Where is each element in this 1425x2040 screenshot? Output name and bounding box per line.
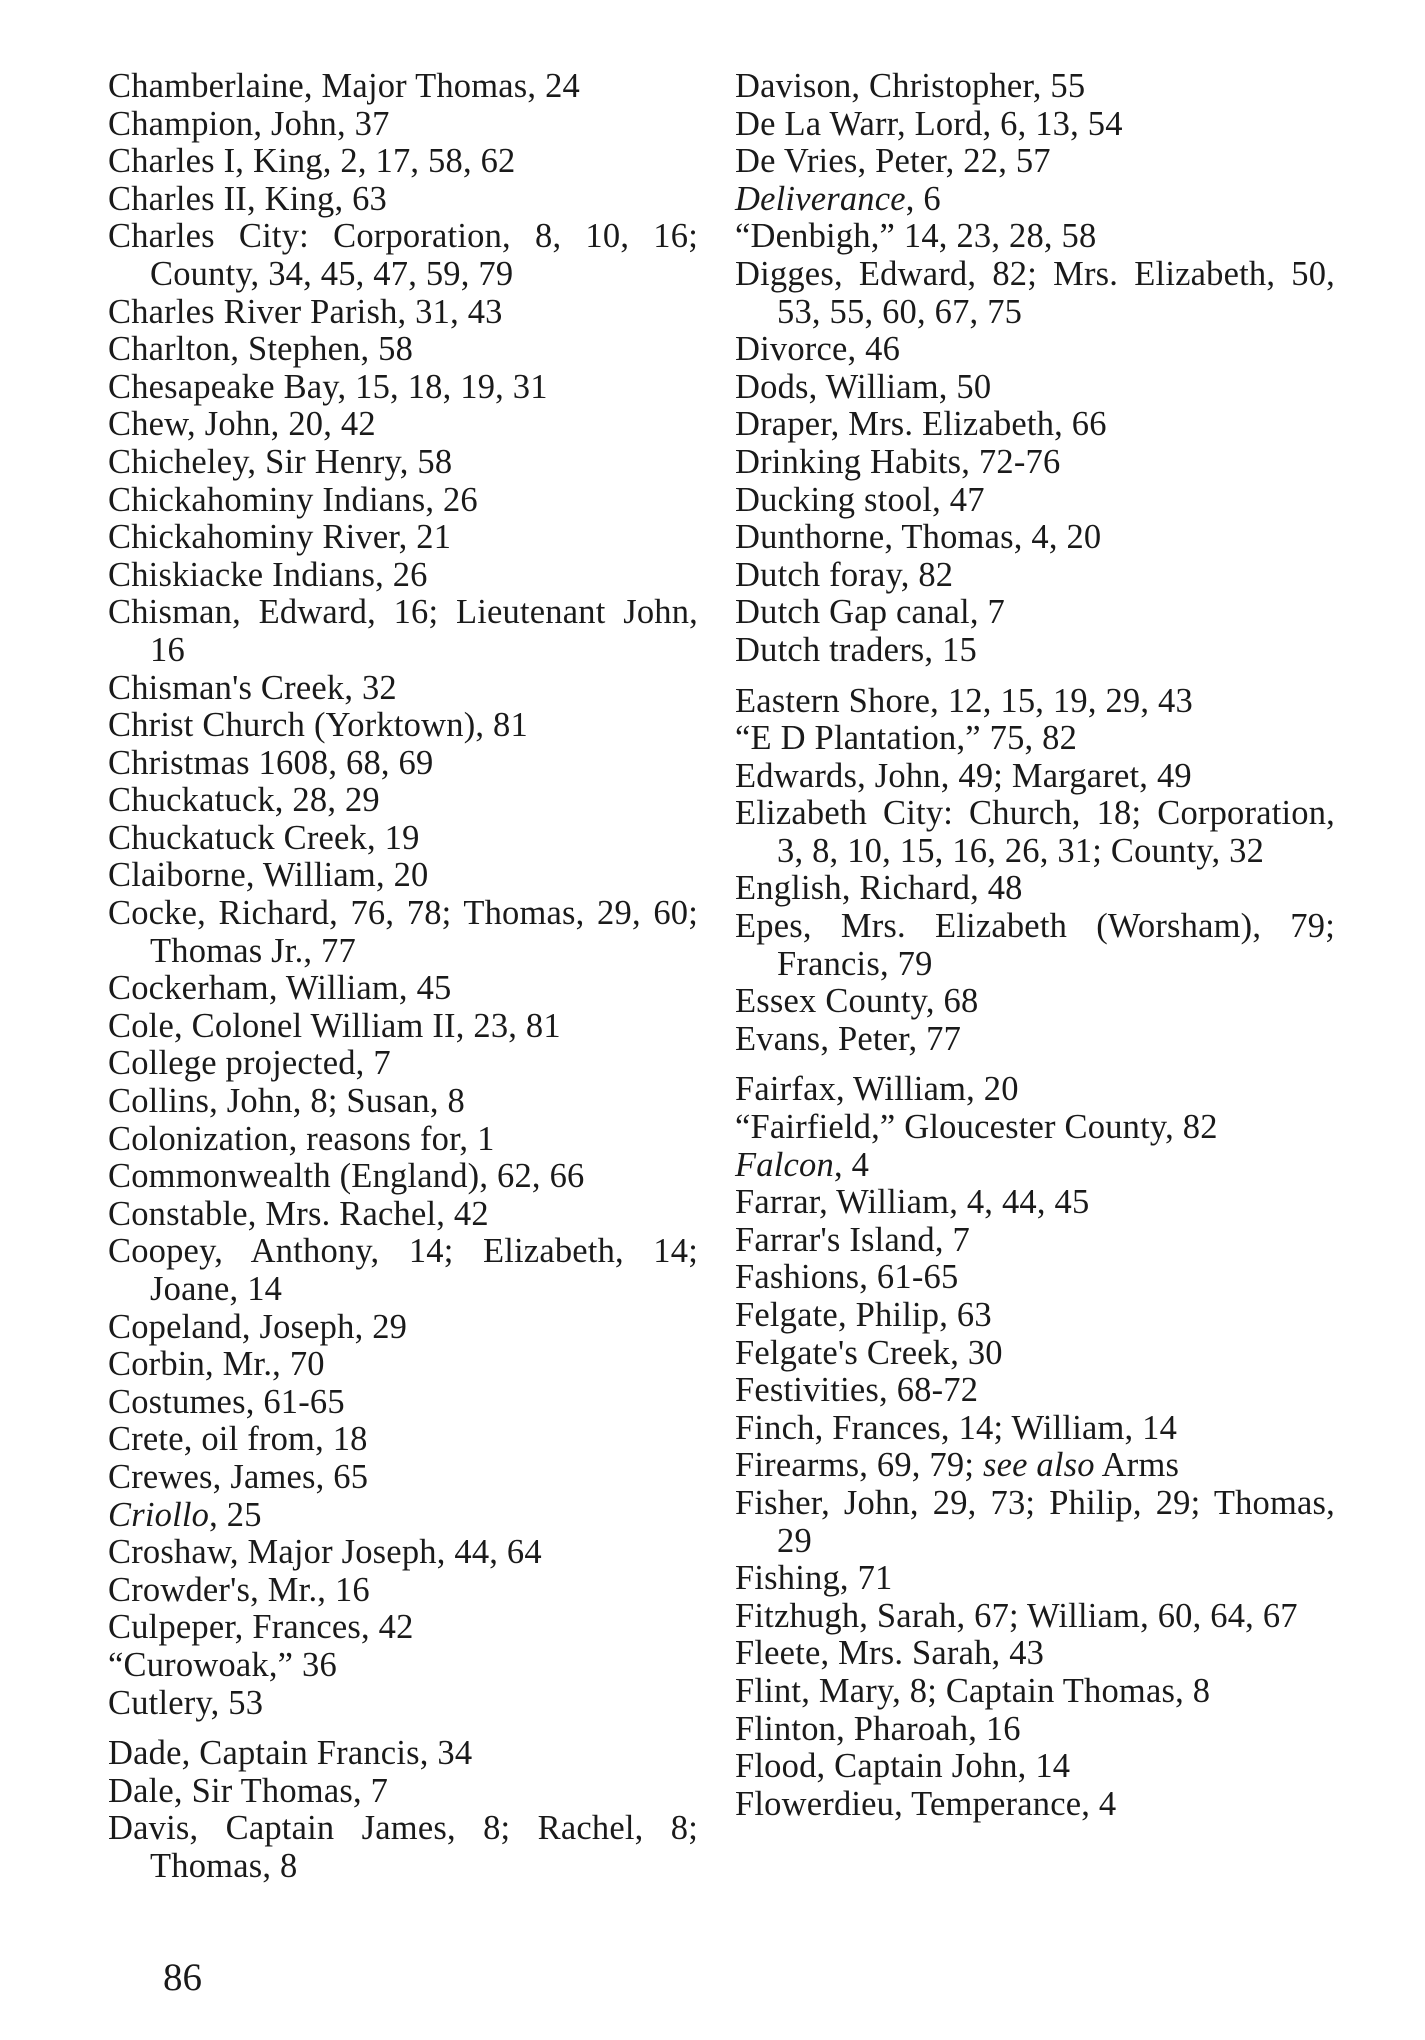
index-entry — [735, 908, 1335, 983]
index-entry — [735, 1184, 1335, 1222]
index-entry-text: Dutch Gap canal, 7 — [735, 593, 1005, 632]
index-entry — [735, 369, 1335, 407]
index-entry-text: Chesapeake Bay, 15, 18, 19, 31 — [108, 367, 548, 406]
index-entry-text: Davison, Christopher, 55 — [735, 67, 1086, 105]
index-entry-text: Essex County, 68 — [735, 982, 979, 1021]
index-entry — [735, 1372, 1335, 1410]
index-entry — [735, 218, 1335, 256]
index-entry — [735, 1410, 1335, 1448]
index-entry — [108, 1459, 698, 1497]
index-entry — [108, 218, 698, 293]
index-entry-text: Dutch traders, 15 — [735, 630, 977, 669]
index-entry — [108, 857, 698, 895]
index-entry-text: Eastern Shore, 12, 15, 19, 29, 43 — [735, 681, 1193, 720]
index-entry — [735, 1673, 1335, 1711]
index-entry-text: Epes, Mrs. Elizabeth (Worsham), 79; Francis, 79 — [735, 907, 1335, 983]
index-entry — [735, 594, 1335, 632]
index-entry-text: , 6 — [905, 179, 941, 218]
index-entry — [735, 1259, 1335, 1297]
index-entry-text: Charles I, King, 2, 17, 58, 62 — [108, 142, 516, 181]
index-entry — [735, 68, 1335, 106]
index-entry-text: Charles City: Corporation, 8, 10, 16; County, 34, 45, 47, 59, 79 — [108, 217, 698, 293]
index-entry-text: Fairfax, William, 20 — [735, 1070, 1019, 1109]
index-entry-text: Chew, John, 20, 42 — [108, 405, 376, 444]
index-entry — [735, 632, 1335, 670]
index-entry — [108, 143, 698, 181]
index-entry-text: Dunthorne, Thomas, 4, 20 — [735, 518, 1102, 557]
index-entry — [735, 1711, 1335, 1749]
page-number: 86 — [163, 1956, 202, 1999]
index-entry — [735, 720, 1335, 758]
index-entry — [108, 1497, 698, 1535]
index-entry — [108, 68, 698, 106]
index-entry-text: Fashions, 61-65 — [735, 1258, 959, 1297]
index-entry-text: Collins, John, 8; Susan, 8 — [108, 1082, 465, 1121]
index-entry — [108, 1121, 698, 1159]
index-entry-text: Flood, Captain John, 14 — [735, 1747, 1071, 1786]
index-entry — [735, 1748, 1335, 1786]
index-entry-italic-text: Criollo — [108, 1495, 210, 1534]
index-entry-text: Cockerham, William, 45 — [108, 969, 452, 1008]
index-entry-text: Fishing, 71 — [735, 1559, 893, 1598]
index-entry — [735, 1560, 1335, 1598]
index-entry-text: , 25 — [209, 1495, 262, 1534]
index-entry — [108, 707, 698, 745]
index-entry-text: Divorce, 46 — [735, 330, 901, 369]
index-entry — [735, 1447, 1335, 1485]
index-entry-text: Felgate's Creek, 30 — [735, 1333, 1003, 1372]
index-entry-text: Evans, Peter, 77 — [735, 1019, 962, 1058]
index-entry — [735, 1222, 1335, 1260]
index-entry — [735, 795, 1335, 870]
index-entry — [108, 1346, 698, 1384]
index-entry-text: College projected, 7 — [108, 1044, 391, 1083]
index-entry-text: Cutlery, 53 — [108, 1683, 264, 1722]
index-entry — [108, 1083, 698, 1121]
index-entry — [108, 1309, 698, 1347]
index-entry-text: “Curowoak,” 36 — [108, 1645, 337, 1684]
index-column-right — [735, 68, 1335, 1823]
index-entry-text: Ducking stool, 47 — [735, 480, 985, 519]
index-entry-text: Christ Church (Yorktown), 81 — [108, 706, 528, 745]
index-entry — [108, 895, 698, 970]
index-entry-text: Flinton, Pharoah, 16 — [735, 1709, 1021, 1748]
index-entry — [108, 594, 698, 669]
index-entry — [108, 1572, 698, 1610]
index-entry — [108, 482, 698, 520]
index-entry-text: Finch, Frances, 14; William, 14 — [735, 1408, 1178, 1447]
index-entry-italic-text: see also — [982, 1446, 1095, 1485]
index-entry — [108, 181, 698, 219]
index-column-left — [108, 68, 698, 1886]
index-entry-italic-text: Deliverance — [735, 179, 906, 218]
index-entry-text: De Vries, Peter, 22, 57 — [735, 142, 1051, 181]
index-entry-text: Fitzhugh, Sarah, 67; William, 60, 64, 67 — [735, 1596, 1298, 1635]
index-entry — [108, 1045, 698, 1083]
index-entry — [108, 1233, 698, 1308]
index-entry-text: Cocke, Richard, 76, 78; Thomas, 29, 60; Thomas Jr., 77 — [108, 894, 698, 970]
index-entry-text: Arms — [1094, 1446, 1180, 1485]
index-entry-text: Costumes, 61-65 — [108, 1382, 345, 1421]
index-entry-text: Constable, Mrs. Rachel, 42 — [108, 1194, 489, 1233]
index-entry-text: Chiskiacke Indians, 26 — [108, 555, 428, 594]
index-entry-text: Chuckatuck Creek, 19 — [108, 818, 420, 857]
index-entry — [108, 782, 698, 820]
index-entry-text: Crewes, James, 65 — [108, 1457, 369, 1496]
index-entry-text: Elizabeth City: Church, 18; Corporation, 3, 8, 10, 15, 16, 26, 31; County, 32 — [735, 794, 1335, 870]
index-entry — [108, 557, 698, 595]
index-entry — [735, 331, 1335, 369]
index-entry-text: Drinking Habits, 72-76 — [735, 442, 1061, 481]
index-entry — [735, 1786, 1335, 1824]
index-entry-text: Colonization, reasons for, 1 — [108, 1119, 495, 1158]
index-entry-text: De La Warr, Lord, 6, 13, 54 — [735, 104, 1123, 143]
index-entry-text: Firearms, 69, 79; — [735, 1446, 983, 1485]
index-entry-text: Dutch foray, 82 — [735, 555, 954, 594]
index-entry — [108, 1158, 698, 1196]
index-entry — [108, 1384, 698, 1422]
index-entry — [735, 557, 1335, 595]
index-entry — [735, 758, 1335, 796]
index-entry-text: Chickahominy Indians, 26 — [108, 480, 478, 519]
index-entry-text: Crete, oil from, 18 — [108, 1420, 368, 1459]
index-entry — [108, 106, 698, 144]
index-entry — [735, 1635, 1335, 1673]
index-entry — [735, 482, 1335, 520]
index-entry-text: Charlton, Stephen, 58 — [108, 330, 414, 369]
index-entry-text: Chamberlaine, Major Thomas, 24 — [108, 67, 580, 105]
index-entry-text: Dods, William, 50 — [735, 367, 992, 406]
index-entry-text: Commonwealth (England), 62, 66 — [108, 1157, 585, 1196]
index-entry-text: Draper, Mrs. Elizabeth, 66 — [735, 405, 1107, 444]
index-entry — [735, 106, 1335, 144]
index-entry — [735, 181, 1335, 219]
index-entry — [108, 519, 698, 557]
index-entry-text: Chuckatuck, 28, 29 — [108, 781, 380, 820]
index-entry — [735, 683, 1335, 721]
index-entry-text: “Fairfield,” Gloucester County, 82 — [735, 1108, 1218, 1147]
index-entry-text: Davis, Captain James, 8; Rachel, 8; Thomas, 8 — [108, 1809, 698, 1885]
index-entry-text: Fleete, Mrs. Sarah, 43 — [735, 1634, 1045, 1673]
index-entry — [735, 143, 1335, 181]
index-entry-text: Digges, Edward, 82; Mrs. Elizabeth, 50, 53, 55, 60, 67, 75 — [735, 254, 1335, 331]
index-entry — [735, 983, 1335, 1021]
index-entry-text: Crowder's, Mr., 16 — [108, 1570, 370, 1609]
index-entry-text: Chicheley, Sir Henry, 58 — [108, 442, 453, 481]
index-entry-text: Fisher, John, 29, 73; Philip, 29; Thomas, 29 — [735, 1483, 1335, 1560]
index-entry — [735, 1147, 1335, 1185]
index-entry-text: Chickahominy River, 21 — [108, 518, 452, 557]
index-entry — [735, 870, 1335, 908]
index-entry-text: Charles II, King, 63 — [108, 179, 387, 218]
index-entry — [108, 1647, 698, 1685]
index-entry — [108, 1609, 698, 1647]
index-entry — [108, 745, 698, 783]
index-entry-text: English, Richard, 48 — [735, 869, 1023, 908]
index-entry — [108, 331, 698, 369]
index-entry — [108, 1810, 698, 1885]
index-entry — [735, 1485, 1335, 1560]
index-entry — [735, 1071, 1335, 1109]
index-entry-text: Chisman's Creek, 32 — [108, 668, 397, 707]
index-entry-text: Dade, Captain Francis, 34 — [108, 1734, 473, 1773]
index-entry — [108, 1685, 698, 1723]
index-entry — [108, 1773, 698, 1811]
index-entry — [735, 519, 1335, 557]
index-entry-text: Chisman, Edward, 16; Lieutenant John, 16 — [108, 593, 698, 669]
index-entry-text: Farrar's Island, 7 — [735, 1220, 970, 1259]
index-entry-text: Champion, John, 37 — [108, 104, 390, 143]
index-entry-text: Festivities, 68-72 — [735, 1371, 979, 1410]
index-entry — [108, 294, 698, 332]
index-entry — [108, 820, 698, 858]
index-entry — [108, 406, 698, 444]
index-entry-text: Culpeper, Frances, 42 — [108, 1608, 414, 1647]
index-entry — [735, 1598, 1335, 1636]
index-entry-text: Charles River Parish, 31, 43 — [108, 292, 503, 331]
index-entry-text: Flowerdieu, Temperance, 4 — [735, 1784, 1117, 1823]
index-entry-text: Flint, Mary, 8; Captain Thomas, 8 — [735, 1671, 1211, 1710]
index-entry-text: “E D Plantation,” 75, 82 — [735, 719, 1078, 758]
index-entry-text: Copeland, Joseph, 29 — [108, 1307, 408, 1346]
index-entry — [108, 1735, 698, 1773]
index-entry-italic-text: Falcon — [735, 1145, 834, 1184]
index-entry — [735, 256, 1335, 331]
index-entry-text: Felgate, Philip, 63 — [735, 1296, 992, 1334]
index-entry-text: Christmas 1608, 68, 69 — [108, 743, 434, 782]
index-entry-text: Corbin, Mr., 70 — [108, 1345, 325, 1384]
index-entry — [735, 1109, 1335, 1147]
index-entry — [735, 1297, 1335, 1335]
index-entry-text: Dale, Sir Thomas, 7 — [108, 1771, 389, 1810]
index-entry — [735, 444, 1335, 482]
index-entry — [108, 670, 698, 708]
index-entry-text: Croshaw, Major Joseph, 44, 64 — [108, 1533, 542, 1572]
index-entry-text: , 4 — [833, 1145, 870, 1184]
index-entry — [108, 1534, 698, 1572]
index-entry-text: “Denbigh,” 14, 23, 28, 58 — [735, 217, 1097, 256]
index-entry — [735, 1335, 1335, 1373]
index-entry — [108, 369, 698, 407]
index-entry — [735, 1021, 1335, 1059]
index-entry — [735, 406, 1335, 444]
index-entry — [108, 1421, 698, 1459]
index-entry-text: Edwards, John, 49; Margaret, 49 — [735, 756, 1192, 795]
index-entry — [108, 444, 698, 482]
index-entry — [108, 1008, 698, 1046]
index-entry — [108, 970, 698, 1008]
index-entry-text: Claiborne, William, 20 — [108, 856, 429, 895]
index-entry — [108, 1196, 698, 1234]
index-entry-text: Farrar, William, 4, 44, 45 — [735, 1183, 1090, 1222]
index-entry-text: Cole, Colonel William II, 23, 81 — [108, 1006, 561, 1045]
index-entry-text: Coopey, Anthony, 14; Elizabeth, 14; Joane, 14 — [108, 1232, 698, 1308]
